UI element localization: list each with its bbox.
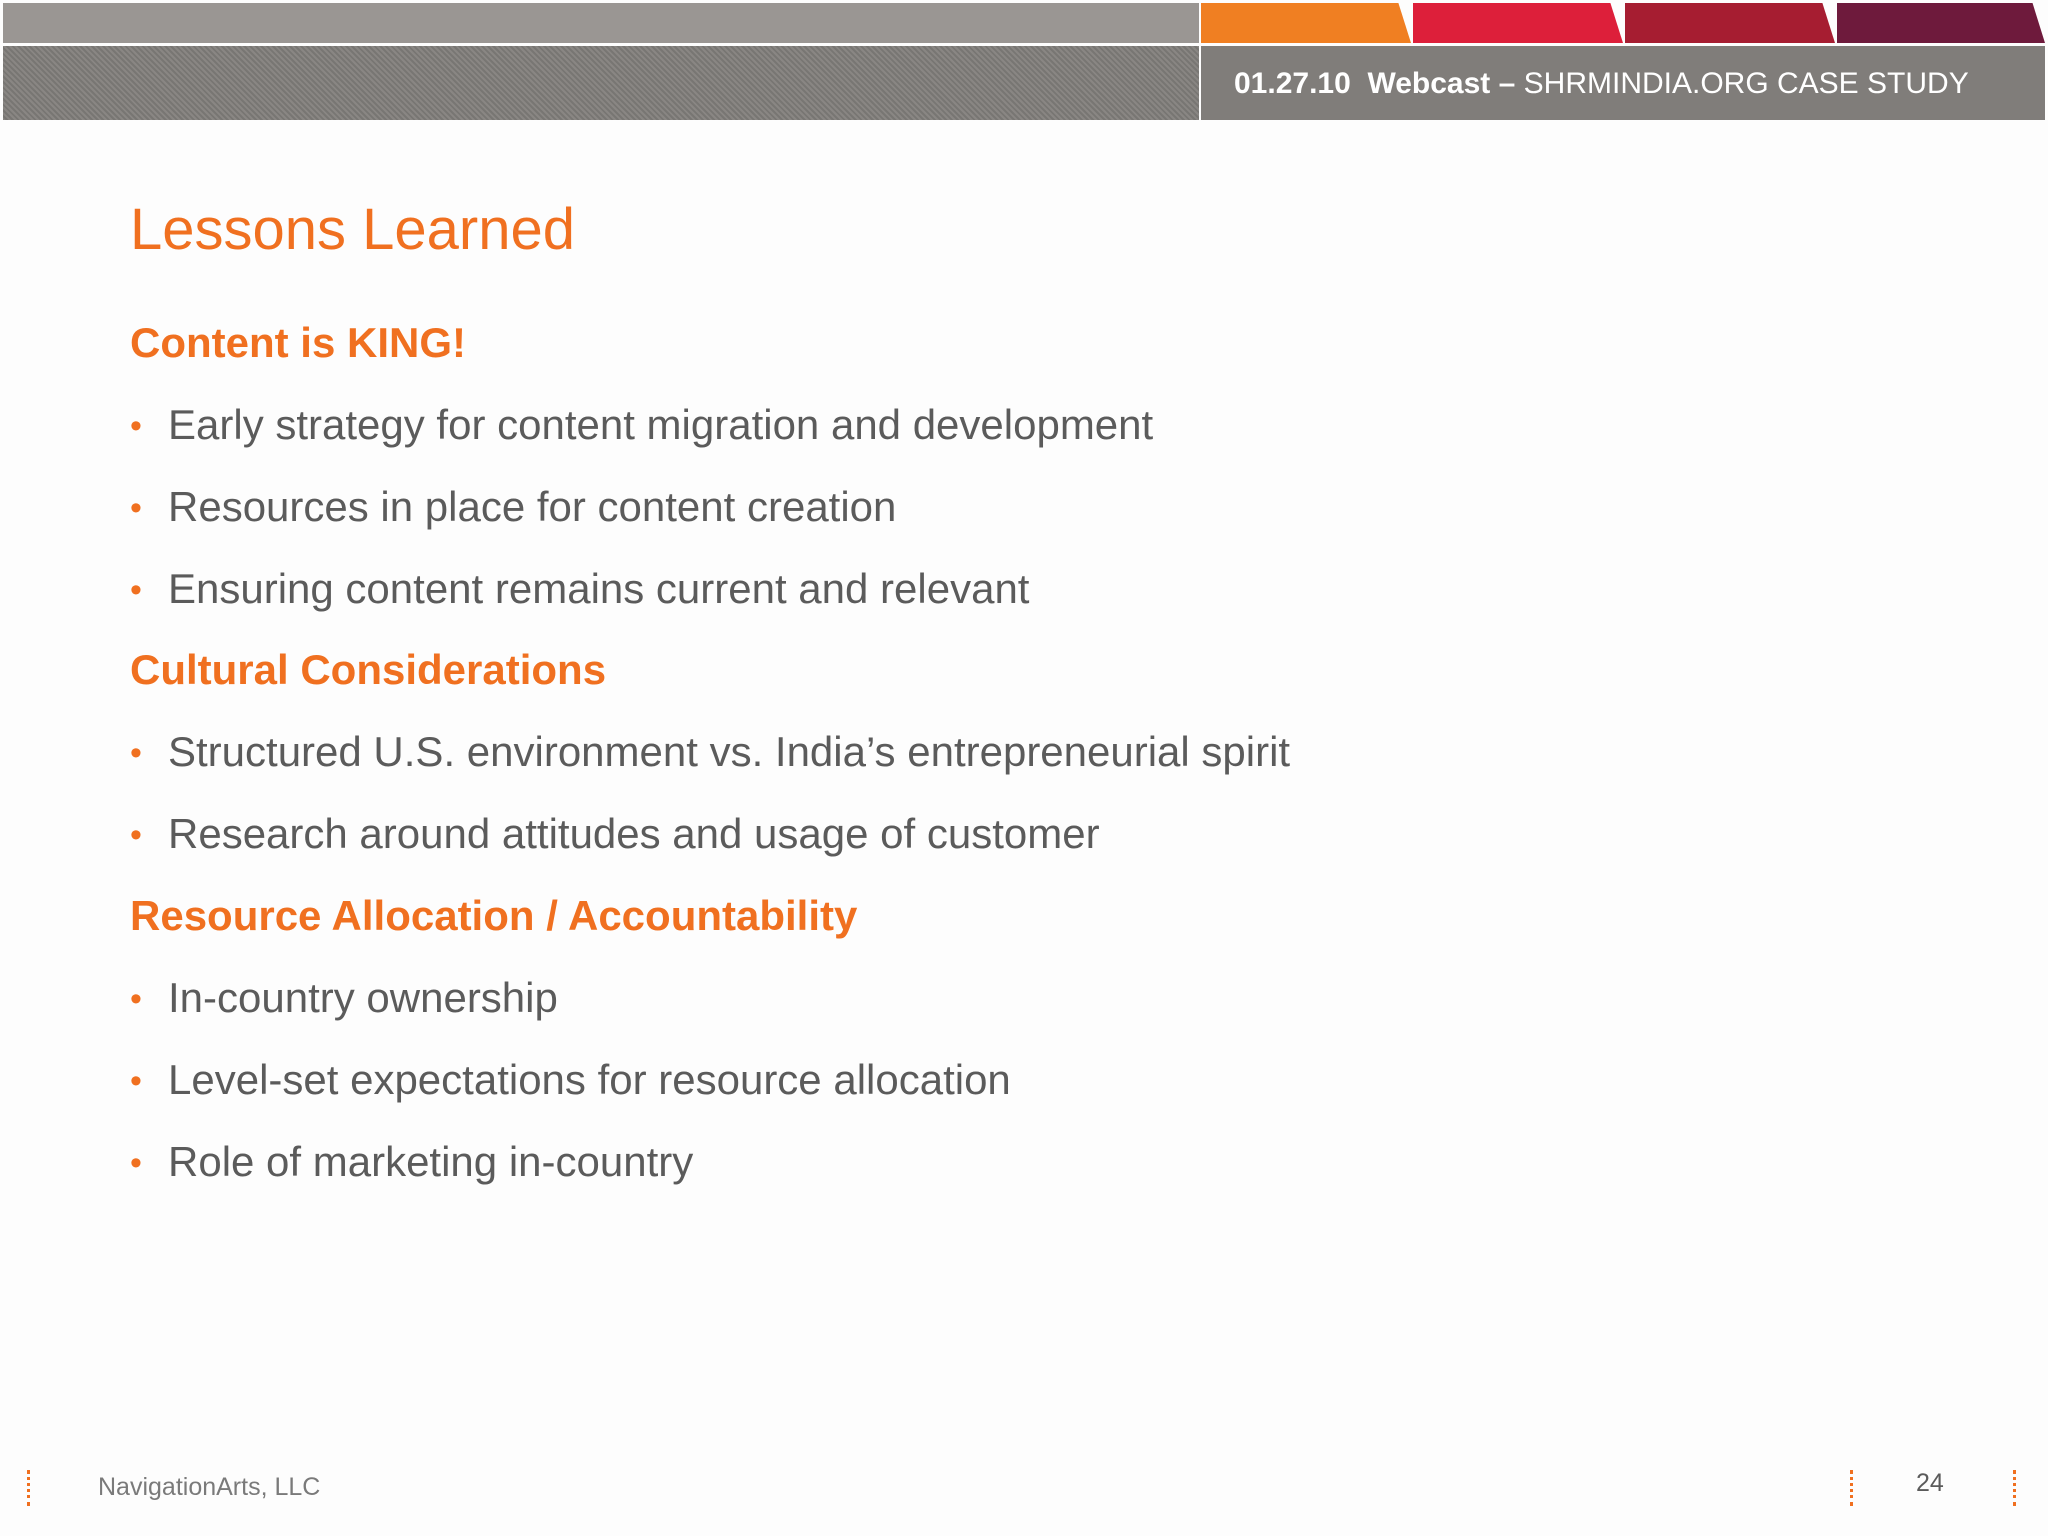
header-caption [1234,64,1969,104]
bullet-text: Resources in place for content creation [168,483,897,530]
bullet-item [130,1055,1011,1106]
page-number: 24 [1916,1469,1944,1497]
bullet-text: Ensuring content remains current and relevant [168,565,1030,612]
accent-block-orange [1201,3,1411,43]
bullet-item [130,809,1100,860]
bullet-text: Level-set expectations for resource allocation [168,1056,1011,1103]
header-band-textured [3,46,1199,120]
accent-block-plum [1837,3,2045,43]
bullet-icon: • [130,407,142,445]
footer-divider-left [27,1470,30,1506]
bullet-icon: • [130,980,142,1018]
bullet-text: Research around attitudes and usage of customer [168,810,1100,857]
bullet-icon: • [130,816,142,854]
bullet-text: In-country ownership [168,974,558,1021]
bullet-icon: • [130,1062,142,1100]
bullet-icon: • [130,734,142,772]
header-event: Webcast – [1367,67,1516,100]
bullet-item [130,973,558,1024]
section-heading-cultural: Cultural Considerations [130,646,607,693]
header-band-top [3,3,1199,43]
bullet-item [130,1137,693,1188]
bullet-item [130,727,1290,778]
bullet-icon: • [130,1144,142,1182]
bullet-item [130,482,896,533]
bullet-text: Structured U.S. environment vs. India’s entrepreneurial spirit [168,728,1291,775]
header-subtitle: SHRMINDIA.ORG CASE STUDY [1523,67,1969,100]
accent-block-red [1413,3,1623,43]
bullet-item [130,400,1153,451]
footer-divider-right [2013,1470,2016,1506]
section-heading-content: Content is KING! [130,319,466,366]
bullet-text: Early strategy for content migration and development [168,401,1154,448]
footer-divider-mid [1850,1470,1853,1506]
header-date: 01.27.10 [1234,67,1351,100]
section-heading-resource: Resource Allocation / Accountability [130,892,858,939]
accent-block-crimson [1625,3,1835,43]
bullet-icon: • [130,489,142,527]
bullet-text: Role of marketing in-country [168,1138,694,1185]
footer-company: NavigationArts, LLC [98,1473,321,1501]
slide-title: Lessons Learned [130,197,575,262]
bullet-icon: • [130,571,142,609]
bullet-item [130,564,1029,615]
